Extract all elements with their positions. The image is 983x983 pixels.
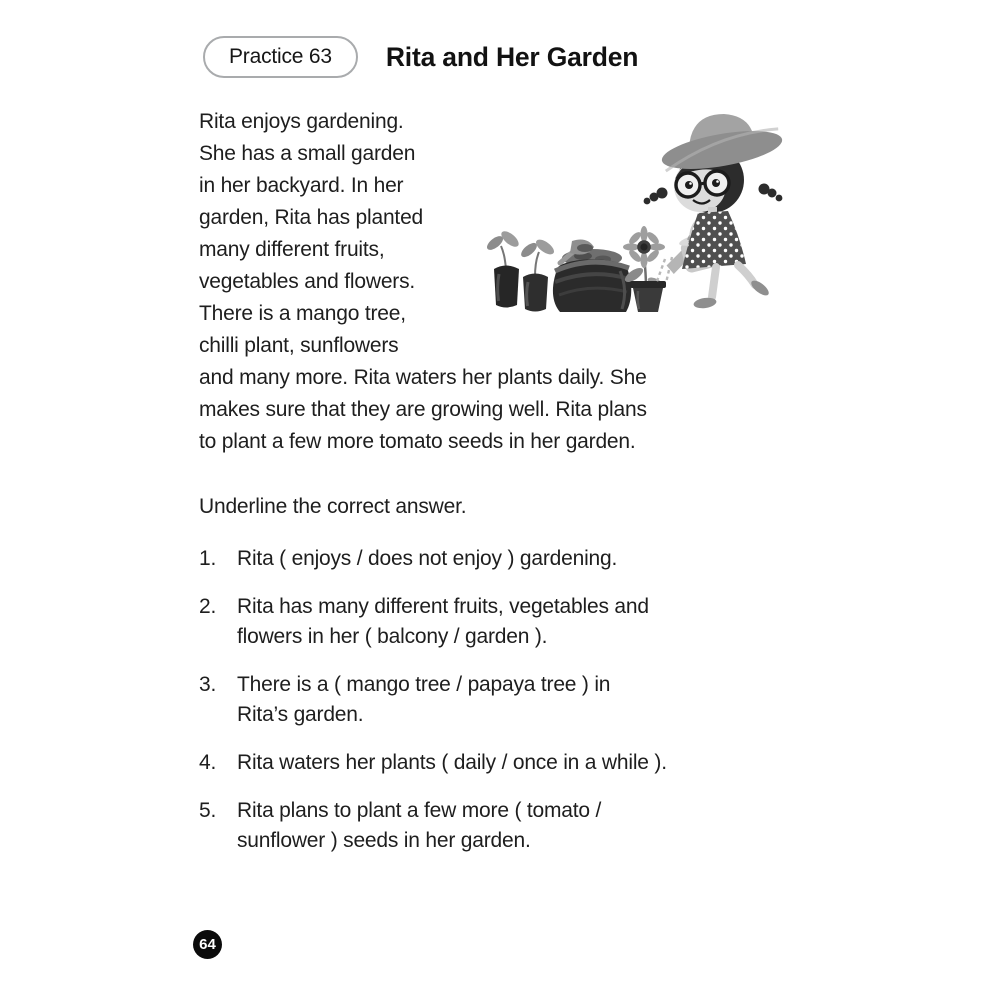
instruction-text: Underline the correct answer.	[199, 495, 467, 518]
question-3	[199, 670, 667, 730]
question-number: 5.	[199, 799, 217, 822]
question-4	[199, 748, 667, 778]
question-number: 4.	[199, 751, 217, 774]
question-list	[199, 544, 667, 874]
question-5	[199, 796, 667, 856]
question-text	[237, 544, 617, 574]
page-number-badge	[193, 930, 222, 959]
question-line: flowers in her ( balcony / garden ).	[237, 625, 548, 648]
question-text	[237, 748, 667, 778]
question-line: Rita waters her plants ( daily / once in a while ).	[237, 751, 667, 774]
passage-line: There is a mango tree,	[199, 302, 406, 325]
braid-left-icon	[644, 188, 668, 205]
question-text	[237, 670, 610, 730]
seedling-bag-1-icon	[486, 228, 521, 307]
practice-label: Practice 63	[229, 45, 332, 68]
passage-line: Rita enjoys gardening.	[199, 110, 404, 133]
page-title: Rita and Her Garden	[385, 41, 639, 72]
girl-icon	[644, 114, 784, 310]
girl-watering-garden-illustration	[486, 99, 784, 321]
passage-line: many different fruits,	[199, 238, 385, 261]
question-line: Rita ( enjoys / does not enjoy ) gardening.	[237, 547, 618, 570]
passage-line: chilli plant, sunflowers	[199, 334, 399, 357]
passage-line: makes sure that they are growing well. Rita plans	[199, 398, 647, 421]
question-line: Rita plans to plant a few more ( tomato /	[237, 799, 602, 822]
question-line: There is a ( mango tree / papaya tree ) in	[237, 673, 611, 696]
passage-line: in her backyard. In her	[199, 174, 404, 197]
passage-line: and many more. Rita waters her plants daily. She	[199, 366, 647, 389]
water-stream-icon	[656, 257, 672, 284]
soil-sack-icon	[553, 239, 631, 312]
page-header	[203, 36, 638, 78]
question-line: Rita has many different fruits, vegetables and	[237, 595, 649, 618]
braid-right-icon	[759, 184, 783, 202]
passage-line: vegetables and flowers.	[199, 270, 416, 293]
practice-badge	[203, 36, 358, 78]
question-number: 3.	[199, 673, 217, 696]
passage-line: to plant a few more tomato seeds in her garden.	[199, 430, 636, 453]
page-number: 64	[199, 936, 216, 953]
question-text	[237, 592, 649, 652]
passage-line: She has a small garden	[199, 142, 416, 165]
question-2	[199, 592, 667, 652]
garden-illustration-svg	[486, 99, 784, 321]
question-1	[199, 544, 667, 574]
question-number: 2.	[199, 595, 217, 618]
passage-line: garden, Rita has planted	[199, 206, 424, 229]
question-line: Rita’s garden.	[237, 703, 364, 726]
seedling-bag-2-icon	[519, 237, 557, 312]
question-text	[237, 796, 601, 856]
question-number: 1.	[199, 547, 217, 570]
question-line: sunflower ) seeds in her garden.	[237, 829, 531, 852]
